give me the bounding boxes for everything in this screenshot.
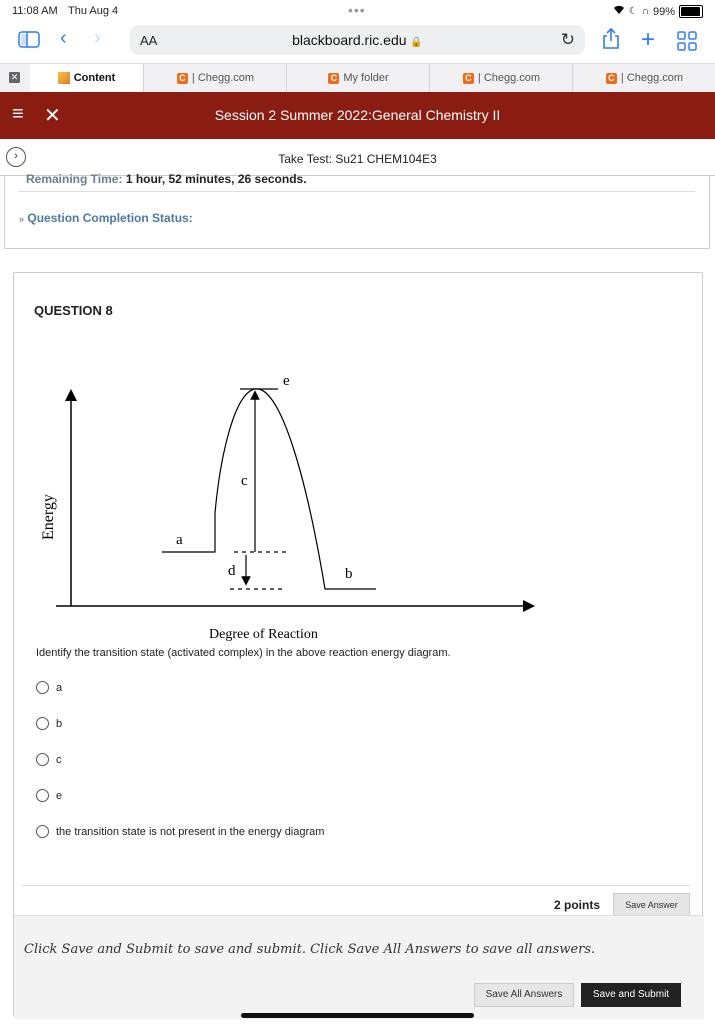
course-title: Session 2 Summer 2022:General Chemistry II <box>214 107 501 123</box>
radio-button[interactable] <box>36 717 49 730</box>
close-icon[interactable]: ✕ <box>44 105 61 127</box>
status-icons <box>613 5 703 18</box>
option-b[interactable] <box>36 717 62 730</box>
url-text <box>130 32 585 48</box>
option-label: a <box>56 681 63 694</box>
browser-toolbar <box>0 22 715 60</box>
option-label: e <box>56 789 63 802</box>
remaining-time-label: Remaining Time: <box>26 172 123 186</box>
moon-icon: ☾ <box>628 6 638 17</box>
option-label: c <box>56 753 62 766</box>
address-bar[interactable] <box>130 25 585 55</box>
expand-chevron-icon[interactable]: › <box>6 147 26 167</box>
radio-button[interactable] <box>36 789 49 802</box>
chegg-icon: C <box>177 73 188 84</box>
question-number: QUESTION 8 <box>34 303 113 318</box>
battery-icon <box>679 5 703 18</box>
share-icon[interactable] <box>602 28 620 55</box>
wifi-icon <box>613 5 625 18</box>
question-points: 2 points <box>553 898 600 912</box>
energy-curve <box>162 389 376 589</box>
save-all-answers-button[interactable]: Save All Answers <box>474 983 574 1007</box>
option-not-present[interactable] <box>36 825 324 838</box>
question-completion-status[interactable] <box>19 211 193 225</box>
chegg-icon: C <box>463 73 474 84</box>
question-box <box>13 272 703 1017</box>
label-d: d <box>228 563 236 579</box>
back-icon[interactable]: ‹ <box>60 27 67 49</box>
label-a: a <box>176 532 183 548</box>
tab-label: | Chegg.com <box>191 72 255 84</box>
test-title: Take Test: Su21 CHEM104E3 <box>278 152 437 166</box>
tab-chegg-1[interactable] <box>143 64 287 92</box>
sidebar-icon[interactable] <box>18 31 40 53</box>
energy-diagram <box>14 353 574 643</box>
tab-my-folder[interactable] <box>286 64 430 92</box>
tab-content[interactable] <box>30 64 143 92</box>
course-header <box>0 92 715 139</box>
x-axis-label: Degree of Reaction <box>209 627 318 642</box>
submit-panel <box>14 915 704 1019</box>
menu-icon[interactable]: ≡ <box>12 103 24 125</box>
tab-label: Content <box>73 72 116 84</box>
label-e: e <box>283 373 290 389</box>
tab-label: | Chegg.com <box>620 72 684 84</box>
test-header <box>0 141 715 176</box>
tab-label: My folder <box>343 72 389 84</box>
option-label: the transition state is not present in the energy diagram <box>56 825 325 838</box>
url-domain: blackboard.ric.edu <box>292 32 407 48</box>
label-c: c <box>241 473 248 489</box>
status-time: 11:08 AM <box>12 5 58 17</box>
blackboard-icon <box>58 72 70 84</box>
close-tab-icon[interactable]: ✕ <box>10 72 19 82</box>
option-label: b <box>56 717 63 730</box>
save-answer-button[interactable]: Save Answer <box>613 893 690 917</box>
forward-icon[interactable]: › <box>94 27 101 49</box>
tab-chegg-3[interactable] <box>572 64 715 92</box>
option-a[interactable] <box>36 681 62 694</box>
radio-button[interactable] <box>36 681 49 694</box>
divider <box>22 885 690 886</box>
headphones-icon: ∩ <box>641 6 649 17</box>
lock-icon: 🔒 <box>410 37 423 48</box>
question-prompt: Identify the transition state (activated complex) in the above reaction energy diagram. <box>36 647 451 659</box>
option-c[interactable] <box>36 753 62 766</box>
tab-bar <box>0 63 715 93</box>
radio-button[interactable] <box>36 753 49 766</box>
radio-button[interactable] <box>36 825 49 838</box>
status-date: Thu Aug 4 <box>68 5 119 17</box>
status-bar <box>0 0 715 22</box>
chegg-icon: C <box>606 73 617 84</box>
completion-status-label: Question Completion Status: <box>27 211 193 225</box>
divider <box>19 191 695 192</box>
home-indicator[interactable] <box>241 1013 474 1018</box>
remaining-time-value: 1 hour, 52 minutes, 26 seconds. <box>125 172 307 186</box>
tab-overview-icon[interactable] <box>677 31 697 56</box>
chevron-down-icon: » <box>19 214 25 224</box>
save-and-submit-button[interactable]: Save and Submit <box>581 983 681 1007</box>
text-size-button[interactable]: AA <box>140 33 158 48</box>
option-e[interactable] <box>36 789 62 802</box>
new-tab-icon[interactable]: + <box>641 26 656 53</box>
tab-chegg-2[interactable] <box>429 64 573 92</box>
test-info-box <box>4 172 710 249</box>
label-b: b <box>345 566 353 582</box>
tab-label: | Chegg.com <box>477 72 541 84</box>
reload-icon[interactable]: ↻ <box>560 30 575 49</box>
y-axis-label: Energy <box>40 494 57 540</box>
battery-percent: 99% <box>652 5 675 18</box>
multitask-dots-icon[interactable]: ••• <box>348 2 366 18</box>
chegg-icon: C <box>328 73 339 84</box>
remaining-time <box>26 172 307 186</box>
submit-instructions: Click Save and Submit to save and submit. Click Save All Answers to save all answers. <box>24 942 596 957</box>
